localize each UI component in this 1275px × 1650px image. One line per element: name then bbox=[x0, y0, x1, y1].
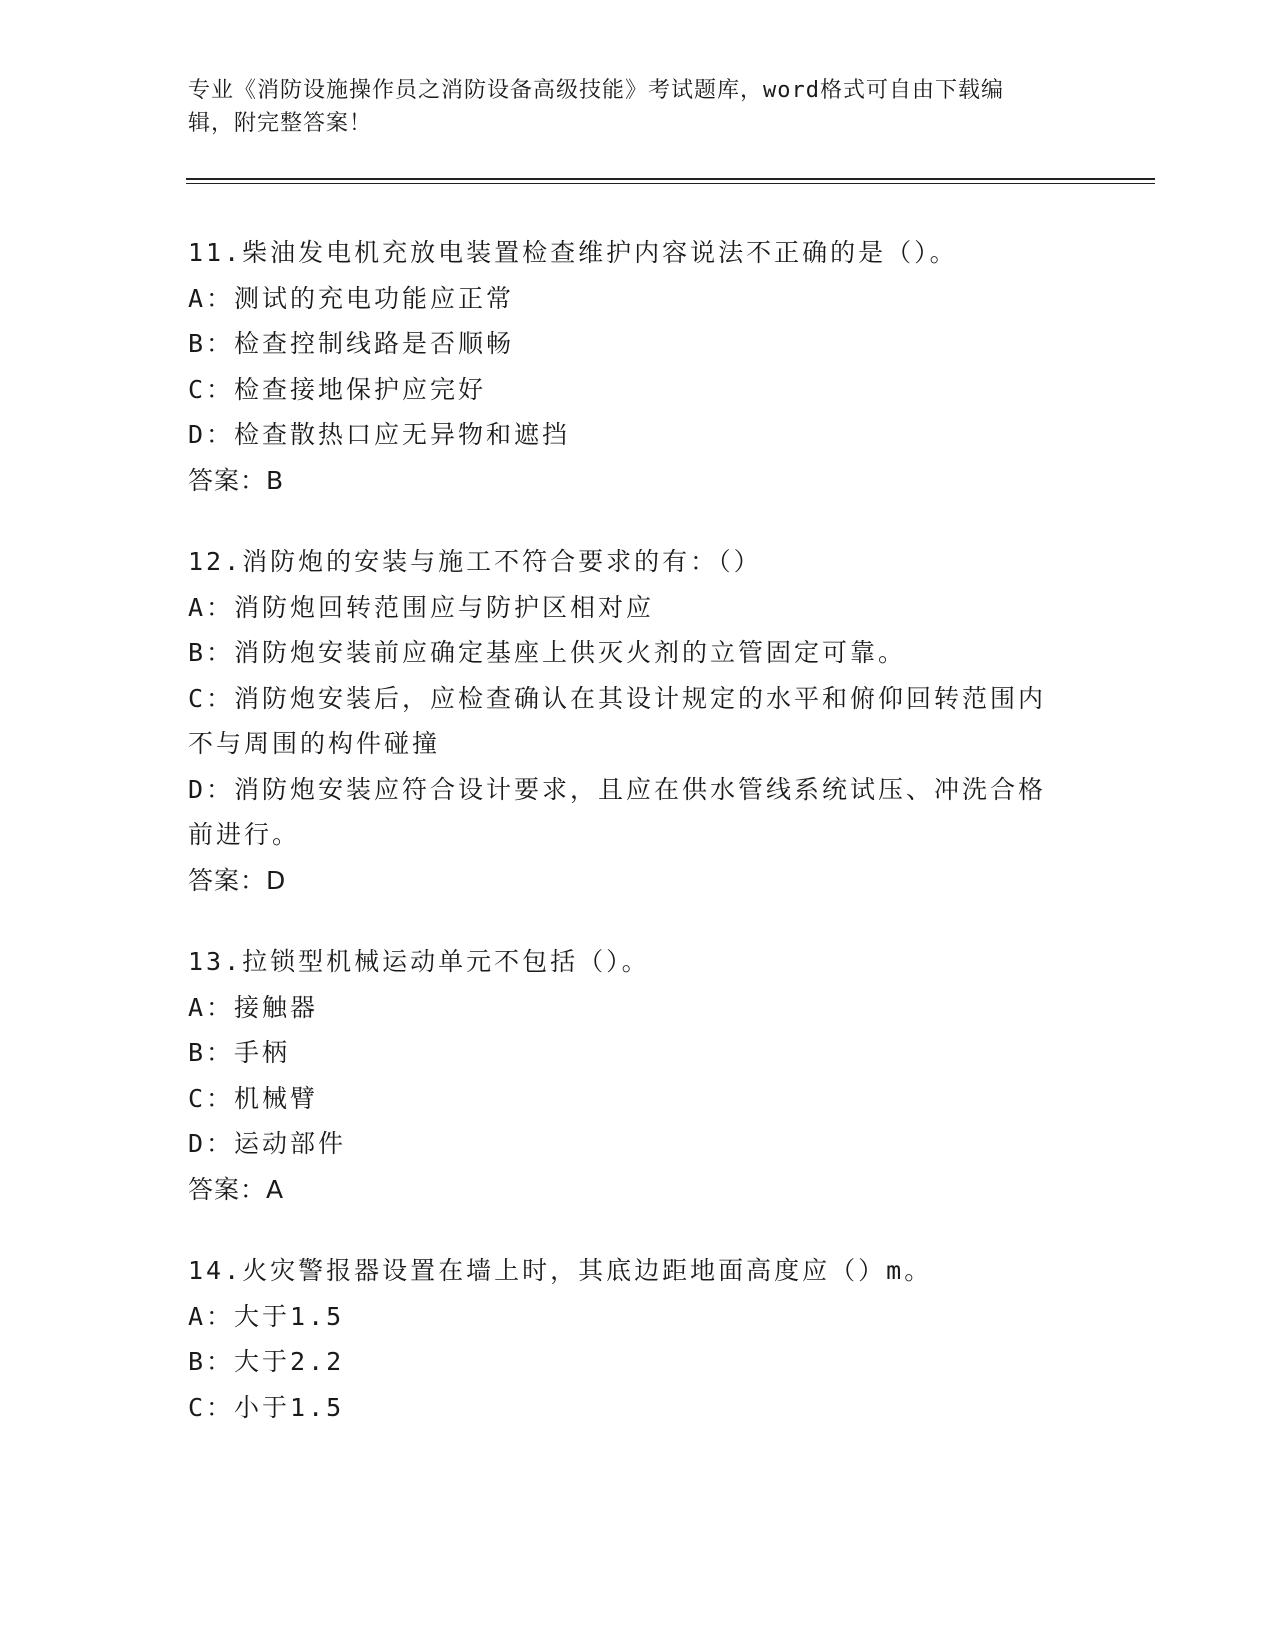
option-c: C：小于1.5 bbox=[188, 1392, 345, 1422]
question-14 bbox=[188, 1248, 1088, 1430]
question-stem: 12.消防炮的安装与施工不符合要求的有：（） bbox=[188, 547, 762, 576]
option-a: A：大于1.5 bbox=[188, 1301, 345, 1331]
option-b: B：手柄 bbox=[188, 1038, 291, 1067]
question-13 bbox=[188, 939, 1088, 1212]
option-b: B：大于2.2 bbox=[188, 1347, 345, 1376]
question-12 bbox=[188, 539, 1088, 903]
option-c: C：机械臂 bbox=[188, 1083, 319, 1113]
header-line-2: 辑，附完整答案！ bbox=[188, 111, 373, 136]
option-a: A：接触器 bbox=[188, 992, 319, 1022]
option-d-continued: 前进行。 bbox=[188, 820, 301, 849]
header-divider-thick bbox=[186, 178, 1155, 180]
option-b: B：检查控制线路是否顺畅 bbox=[188, 329, 515, 358]
document-header bbox=[188, 74, 1068, 140]
header-line-1: 专业《消防设施操作员之消防设备高级技能》考试题库，word格式可自由下载编 bbox=[188, 78, 1004, 103]
option-b: B：消防炮安装前应确定基座上供灭火剂的立管固定可靠。 bbox=[188, 638, 907, 667]
option-c-continued: 不与周围的构件碰撞 bbox=[188, 729, 441, 758]
option-c: C：检查接地保护应完好 bbox=[188, 374, 487, 404]
question-stem: 14.火灾警报器设置在墙上时，其底边距地面高度应（）m。 bbox=[188, 1256, 933, 1285]
question-stem: 13.拉锁型机械运动单元不包括（）。 bbox=[188, 947, 650, 976]
option-d: D：消防炮安装应符合设计要求，且应在供水管线系统试压、冲洗合格 bbox=[188, 774, 1047, 804]
header-divider-thin bbox=[186, 183, 1155, 184]
option-a: A：消防炮回转范围应与防护区相对应 bbox=[188, 592, 655, 622]
option-a: A：测试的充电功能应正常 bbox=[188, 283, 515, 313]
question-stem: 11.柴油发电机充放电装置检查维护内容说法不正确的是（）。 bbox=[188, 238, 958, 267]
question-list bbox=[188, 230, 1088, 1466]
option-d: D：检查散热口应无异物和遮挡 bbox=[188, 420, 571, 449]
option-c: C：消防炮安装后，应检查确认在其设计规定的水平和俯仰回转范围内 bbox=[188, 683, 1047, 713]
answer-label: 答案：B bbox=[188, 465, 285, 495]
answer-label: 答案：A bbox=[188, 1174, 285, 1204]
answer-label: 答案：D bbox=[188, 865, 287, 895]
question-11 bbox=[188, 230, 1088, 503]
option-d: D：运动部件 bbox=[188, 1129, 347, 1158]
